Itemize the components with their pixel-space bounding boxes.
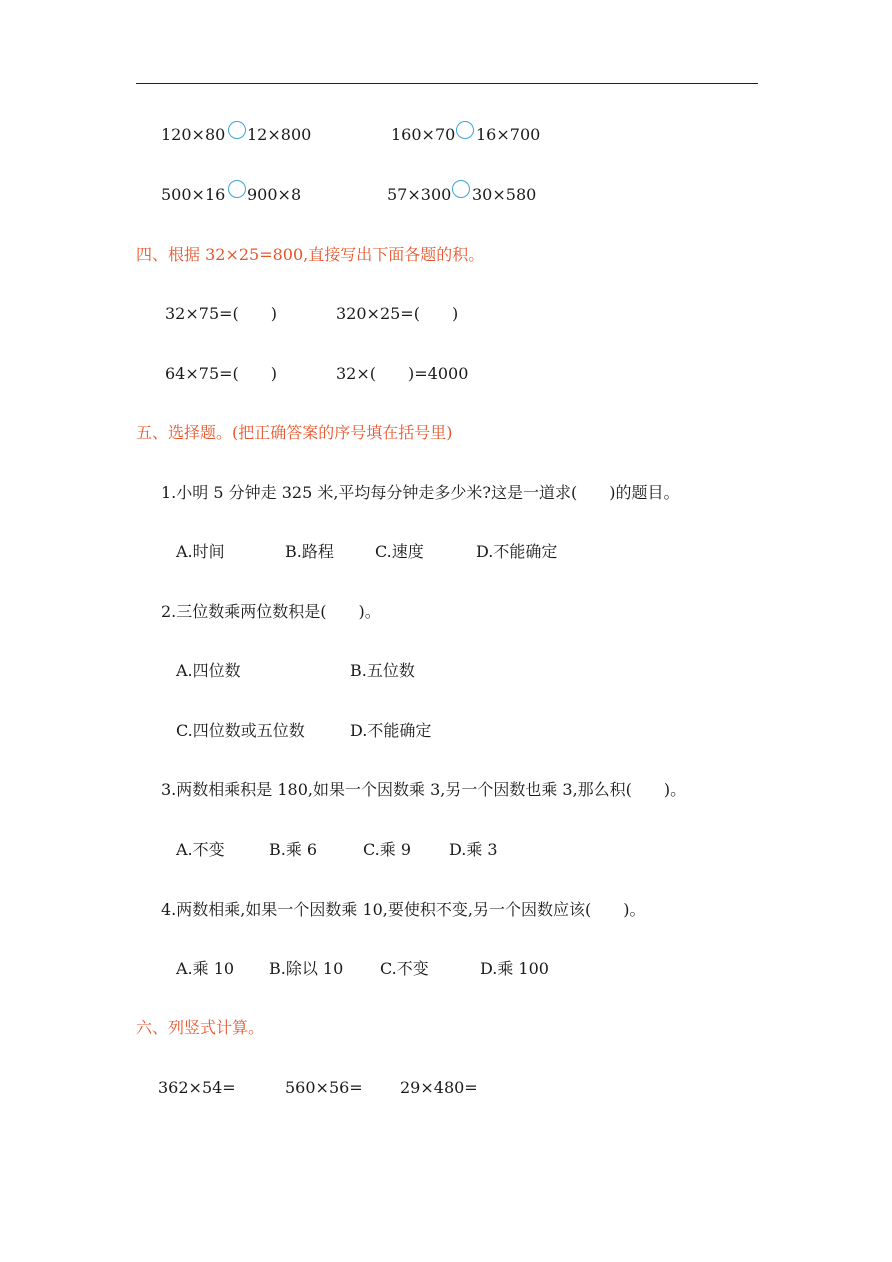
compare-left-3: 500×16 [161, 185, 226, 204]
q4-option-c: C.不变 [380, 959, 429, 978]
compare-right-4: 30×580 [472, 185, 537, 204]
q3-option-d: D.乘 3 [449, 840, 498, 859]
vertical-calc-1: 362×54= [158, 1078, 236, 1097]
compare-circle-3[interactable] [228, 180, 246, 198]
q2-option-b: B.五位数 [350, 661, 415, 680]
section-4-item-2: 320×25=( ) [336, 304, 459, 323]
q4-option-d: D.乘 100 [480, 959, 549, 978]
q1-option-a: A.时间 [176, 542, 225, 561]
compare-left-1: 120×80 [161, 125, 226, 144]
q3-option-b: B.乘 6 [269, 840, 318, 859]
q1-option-b: B.路程 [285, 542, 334, 561]
section-4-item-3: 64×75=( ) [165, 364, 278, 383]
q2-option-c: C.四位数或五位数 [176, 721, 305, 740]
question-4: 4.两数相乘,如果一个因数乘 10,要使积不变,另一个因数应该( )。 [161, 900, 646, 919]
q3-option-c: C.乘 9 [363, 840, 412, 859]
section-5-title: 五、选择题。(把正确答案的序号填在括号里) [136, 423, 453, 442]
section-6-title: 六、列竖式计算。 [136, 1018, 265, 1037]
question-2: 2.三位数乘两位数积是( )。 [161, 602, 381, 621]
compare-right-2: 16×700 [476, 125, 541, 144]
question-3: 3.两数相乘积是 180,如果一个因数乘 3,另一个因数也乘 3,那么积( )。 [161, 780, 687, 799]
q3-option-a: A.不变 [176, 840, 225, 859]
top-rule [136, 83, 758, 84]
q2-option-d: D.不能确定 [350, 721, 432, 740]
compare-right-1: 12×800 [247, 125, 312, 144]
vertical-calc-3: 29×480= [400, 1078, 478, 1097]
compare-left-4: 57×300 [387, 185, 452, 204]
section-4-item-4: 32×( )=4000 [336, 364, 469, 383]
question-1: 1.小明 5 分钟走 325 米,平均每分钟走多少米?这是一道求( )的题目。 [161, 483, 680, 502]
compare-left-2: 160×70 [391, 125, 456, 144]
vertical-calc-2: 560×56= [285, 1078, 363, 1097]
q4-option-b: B.除以 10 [269, 959, 344, 978]
compare-circle-2[interactable] [456, 121, 474, 139]
compare-circle-1[interactable] [228, 121, 246, 139]
compare-circle-4[interactable] [452, 180, 470, 198]
compare-right-3: 900×8 [247, 185, 302, 204]
q1-option-c: C.速度 [375, 542, 424, 561]
section-4-item-1: 32×75=( ) [165, 304, 278, 323]
q1-option-d: D.不能确定 [476, 542, 558, 561]
q4-option-a: A.乘 10 [176, 959, 235, 978]
section-4-title: 四、根据 32×25=800,直接写出下面各题的积。 [136, 245, 485, 264]
q2-option-a: A.四位数 [176, 661, 241, 680]
